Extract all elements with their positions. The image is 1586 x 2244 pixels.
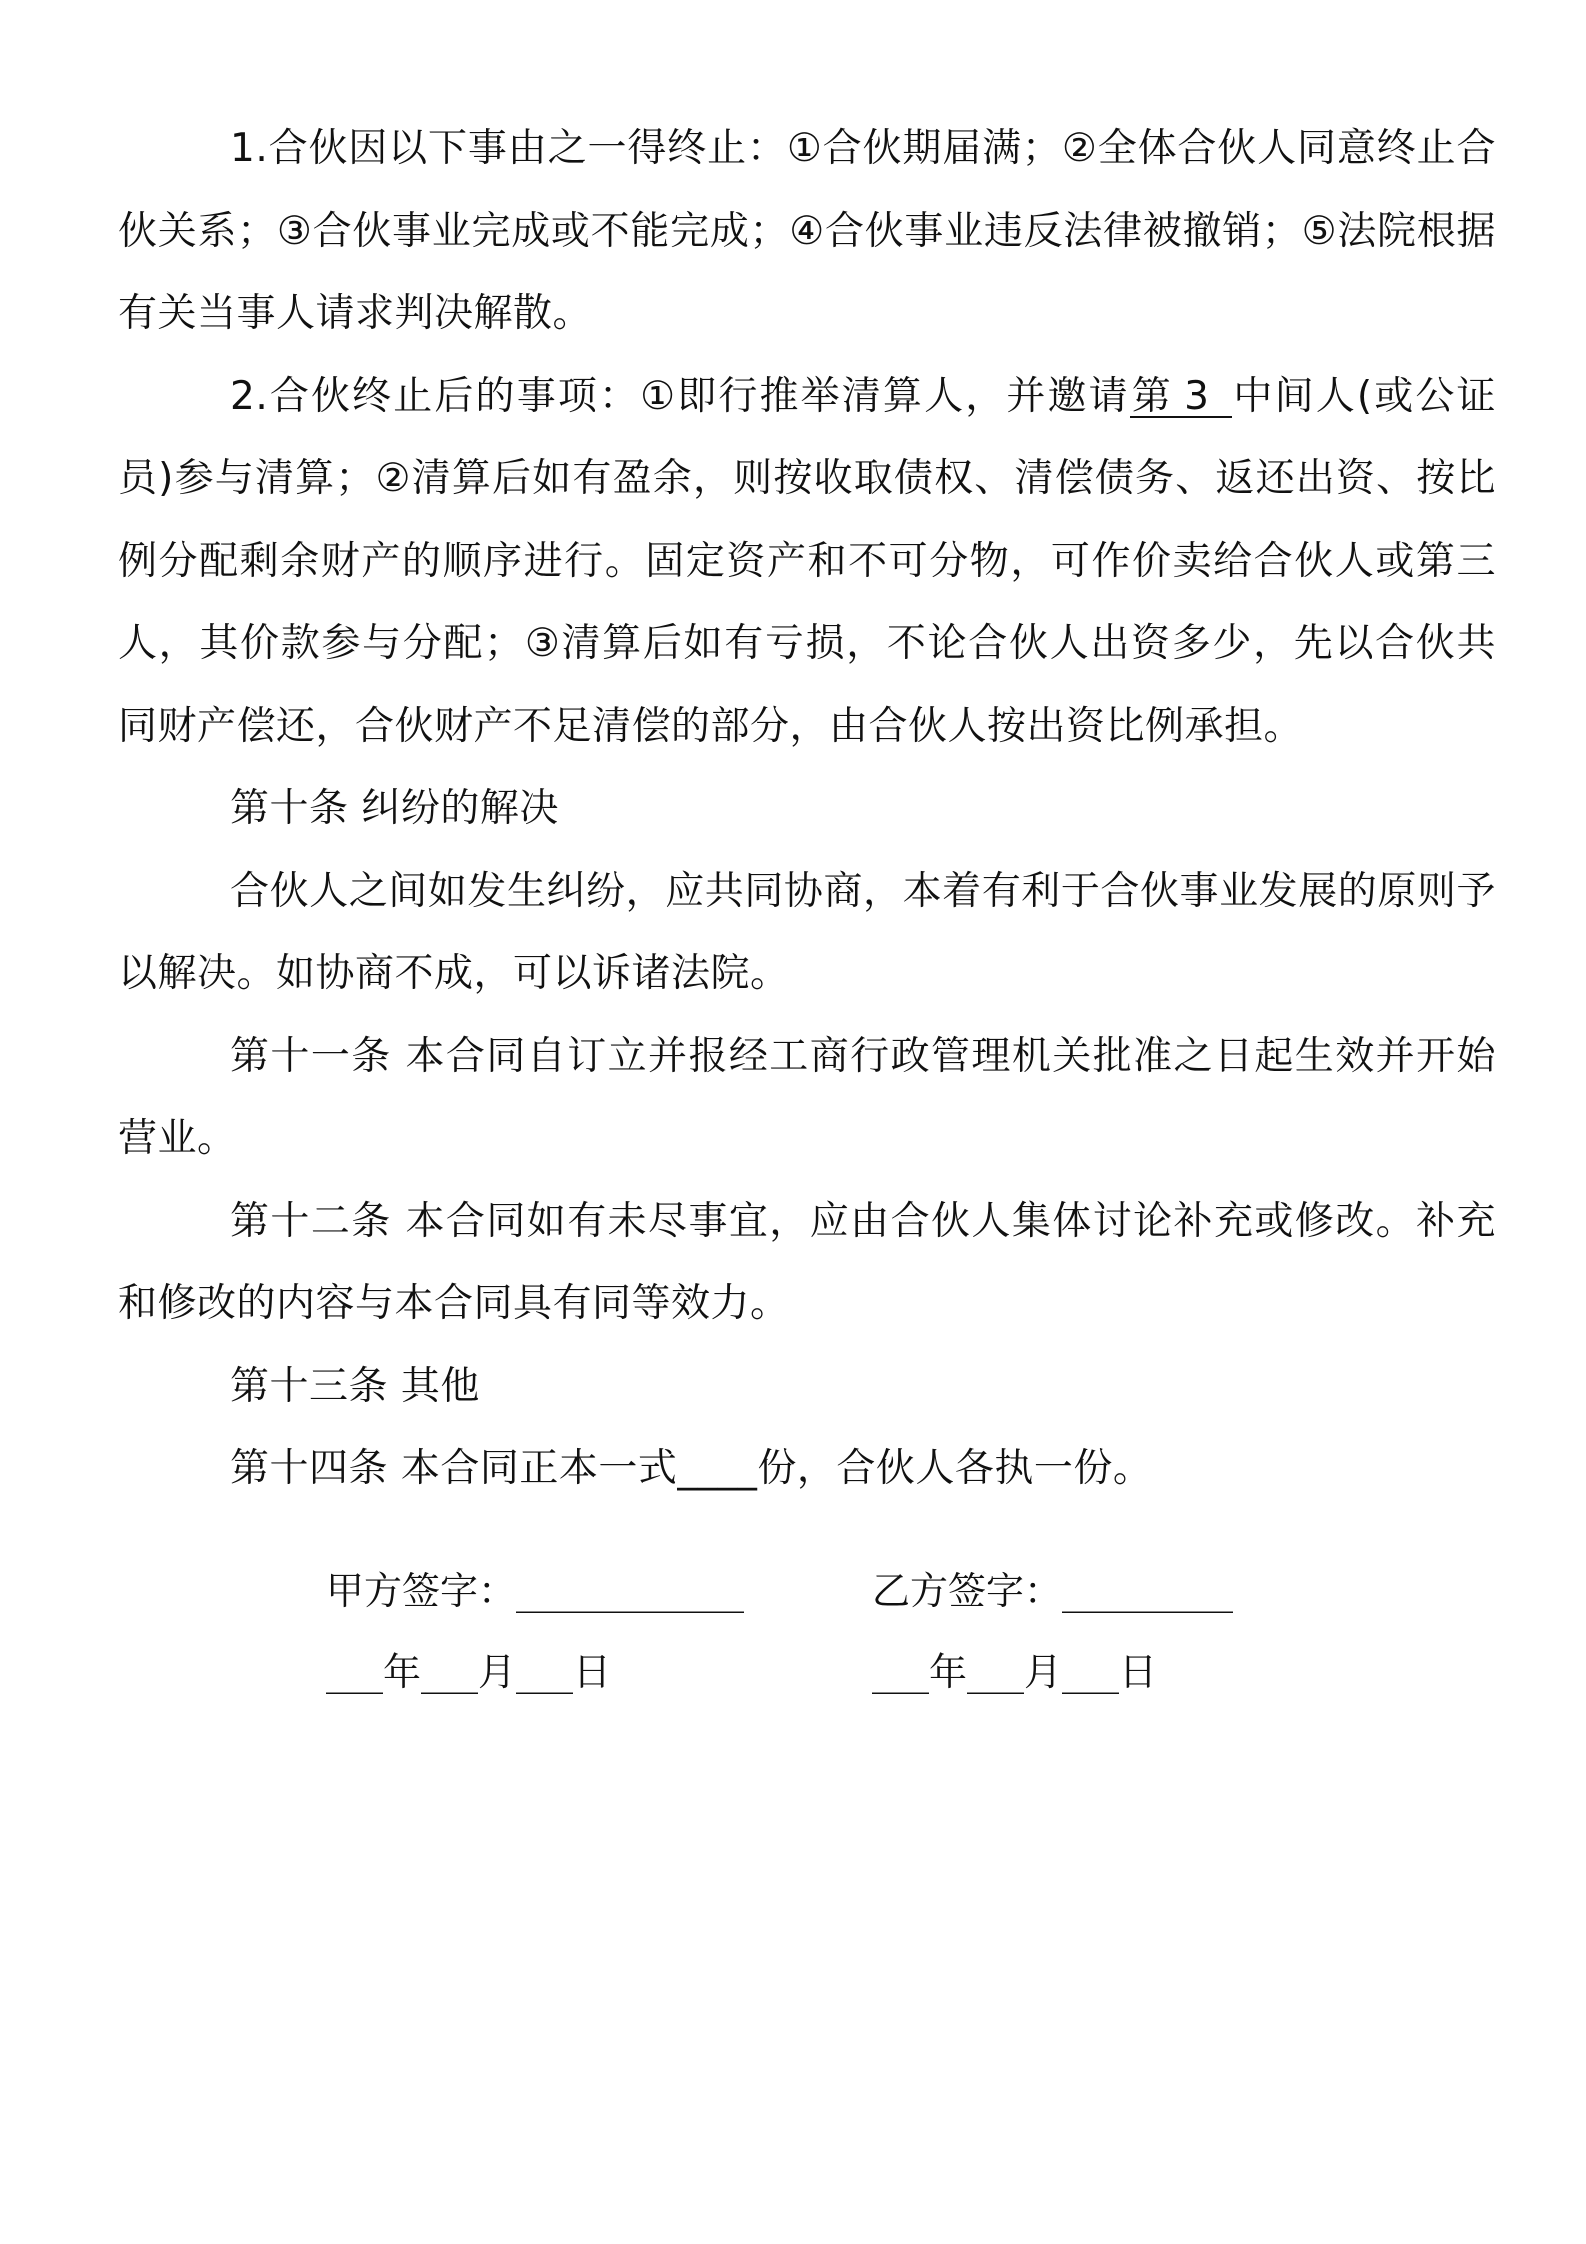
termination-matters-lead: 2.合伙终止后的事项：①即行推举清算人，并邀请 [230, 373, 1130, 419]
article-14: 第十四条 本合同正本一式____份，合伙人各执一份。 [230, 1446, 1153, 1491]
party-b-date: ___年___月___日 [872, 1650, 1158, 1694]
termination-matters-rest: 中间人(或公证员)参与清算；②清算后如有盈余，则按收取债权、清偿债务、返还出资、按比例分配剩余财产的顺序进行。固定资产和不可分物，可作价卖给合伙人或第三人，其价款参与分配；③清算后如有亏损，不论合伙人出资多少，先以合伙共同财产偿还，合伙财产不足清偿的部分，由合伙人按出资比例承担。 [118, 373, 1496, 749]
third-party-blank: 第 3 [1130, 377, 1232, 418]
document-body [118, 108, 1496, 1511]
party-a-label: 甲方签字： [326, 1569, 517, 1613]
party-a-signature-line [326, 1566, 744, 1616]
party-b-signature-line [872, 1566, 1233, 1616]
party-a-date: ___年___月___日 [326, 1650, 612, 1694]
party-a-blank: ____________ [516, 1569, 745, 1613]
article-11: 第十一条 本合同自订立并报经工商行政管理机关批准之日起生效并开始营业。 [118, 1033, 1496, 1161]
article-10-heading: 第十条 纠纷的解决 [230, 786, 559, 831]
clause-termination-causes: 1.合伙因以下事由之一得终止：①合伙期届满；②全体合伙人同意终止合伙关系；③合伙事业完成或不能完成；④合伙事业违反法律被撤销；⑤法院根据有关当事人请求判决解散。 [118, 126, 1496, 336]
party-b-label: 乙方签字： [872, 1569, 1063, 1613]
article-13: 第十三条 其他 [230, 1363, 480, 1409]
clause-termination-matters [118, 356, 1496, 769]
party-b-blank: _________ [1062, 1569, 1234, 1613]
article-10-text: 合伙人之间如发生纠纷，应共同协商，本着有利于合伙事业发展的原则予以解决。如协商不成，可以诉诸法院。 [118, 868, 1496, 996]
article-12: 第十二条 本合同如有未尽事宜，应由合伙人集体讨论补充或修改。补充和修改的内容与本合同具有同等效力。 [118, 1198, 1496, 1326]
